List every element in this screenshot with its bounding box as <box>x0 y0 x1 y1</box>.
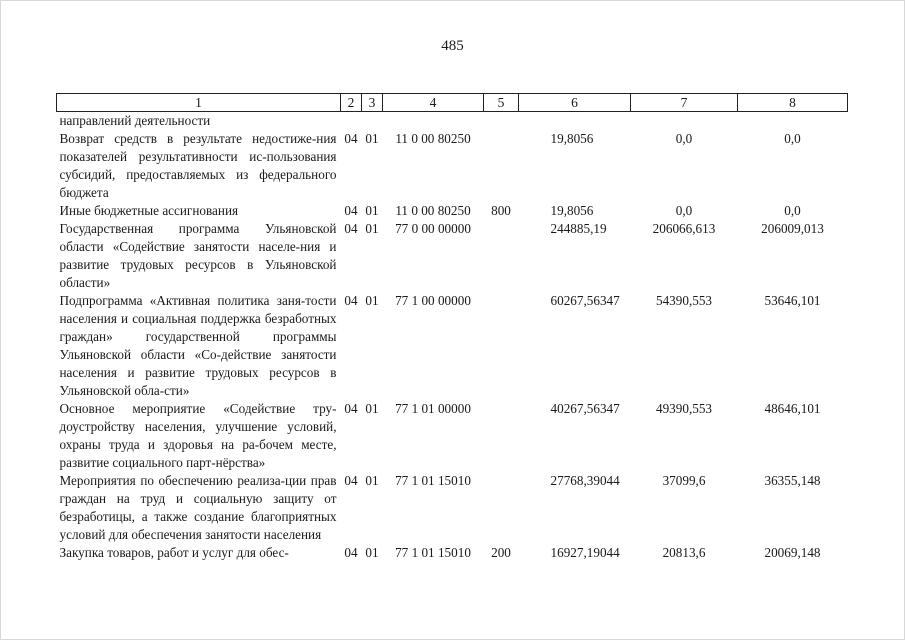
table-row <box>57 202 848 220</box>
budget-table <box>56 93 848 562</box>
row-target-code: 77 1 00 00000 <box>395 293 471 308</box>
row-name: Мероприятия по обеспечению реализа-ции прав граждан на труд и социальную защиту от безработицы, а также создание благоприятных условий для обеспечения занятости населения <box>59 473 337 542</box>
row-section: 04 <box>344 401 358 416</box>
row-section: 04 <box>344 473 358 488</box>
table-row <box>57 130 848 202</box>
row-target-code: 77 1 01 15010 <box>395 545 471 560</box>
row-amount-col8: 53646,101 <box>764 293 821 308</box>
row-section: 04 <box>344 221 358 236</box>
row-section: 04 <box>344 131 358 146</box>
table-row <box>57 112 848 131</box>
row-target-code <box>383 112 484 131</box>
row-amount-col8: 206009,013 <box>761 221 824 236</box>
table-row <box>57 400 848 472</box>
header-col-6: 6 <box>519 94 631 112</box>
row-expense-type: 200 <box>491 545 511 560</box>
row-amount-col7: 0,0 <box>675 131 693 146</box>
row-subsection <box>362 112 383 131</box>
header-col-7: 7 <box>631 94 738 112</box>
row-amount-col8 <box>738 112 848 131</box>
row-amount-col8: 36355,148 <box>764 473 821 488</box>
row-amount-col6: 19,8056 <box>550 203 594 218</box>
row-amount-col6 <box>519 112 631 131</box>
row-expense-type <box>484 400 519 472</box>
row-subsection: 01 <box>365 203 379 218</box>
row-amount-col6: 27768,39044 <box>550 473 620 488</box>
table-row <box>57 220 848 292</box>
row-subsection: 01 <box>365 131 379 146</box>
row-name: Подпрограмма «Активная политика заня-тости населения и социальная поддержка безработных граждан» государственной программы Ульяновской области «Со-действие занятости населения и развитие трудовых ресурсов в Ульяновской обла-сти» <box>59 293 337 398</box>
table-row <box>57 292 848 400</box>
row-name: Иные бюджетные ассигнования <box>59 203 239 218</box>
row-amount-col7: 20813,6 <box>662 545 706 560</box>
header-col-1: 1 <box>57 94 341 112</box>
row-target-code: 77 1 01 15010 <box>395 473 471 488</box>
row-amount-col6: 244885,19 <box>550 221 607 236</box>
row-name: Закупка товаров, работ и услуг для обес- <box>59 545 289 560</box>
table-body <box>57 112 848 563</box>
header-col-8: 8 <box>738 94 848 112</box>
row-amount-col8: 0,0 <box>784 203 801 218</box>
header-col-4: 4 <box>383 94 484 112</box>
row-amount-col7 <box>631 112 738 131</box>
row-target-code: 11 0 00 80250 <box>395 203 471 218</box>
row-amount-col6: 60267,56347 <box>550 293 620 308</box>
row-subsection: 01 <box>365 221 379 236</box>
row-amount-col7: 206066,613 <box>652 221 716 236</box>
row-amount-col6: 16927,19044 <box>550 545 620 560</box>
row-amount-col7: 49390,553 <box>655 401 713 416</box>
header-row <box>57 94 848 112</box>
row-expense-type: 800 <box>491 203 511 218</box>
header-col-5: 5 <box>484 94 519 112</box>
row-name: Государственная программа Ульяновской области «Содействие занятости населе-ния и развитие трудовых ресурсов в Ульяновской области» <box>59 221 337 290</box>
table-row <box>57 544 848 562</box>
row-section: 04 <box>344 293 358 308</box>
row-expense-type <box>484 292 519 400</box>
row-name: Основное мероприятие «Содействие тру-доустройству населения, улучшение условий, охраны труда и здоровья на ра-бочем месте, развитие социального парт-нёрства» <box>59 401 337 470</box>
row-amount-col7: 54390,553 <box>655 293 713 308</box>
row-target-code: 77 1 01 00000 <box>395 401 471 416</box>
row-amount-col8: 20069,148 <box>764 545 821 560</box>
row-target-code: 11 0 00 80250 <box>395 131 471 146</box>
row-section: 04 <box>344 203 358 218</box>
row-name: направлений деятельности <box>59 113 211 128</box>
row-subsection: 01 <box>365 545 379 560</box>
row-expense-type <box>484 220 519 292</box>
row-subsection: 01 <box>365 401 379 416</box>
table-header <box>57 94 848 112</box>
row-amount-col7: 0,0 <box>675 203 693 218</box>
row-target-code: 77 0 00 00000 <box>395 221 471 236</box>
row-expense-type <box>484 472 519 544</box>
row-name: Возврат средств в результате недостиже-ния показателей результативности ис-пользования субсидий, предоставляемых из федерального бюджета <box>59 131 337 200</box>
row-section: 04 <box>344 545 358 560</box>
row-amount-col7: 37099,6 <box>662 473 706 488</box>
row-amount-col8: 0,0 <box>784 131 801 146</box>
header-col-3: 3 <box>362 94 383 112</box>
header-col-2: 2 <box>341 94 362 112</box>
row-amount-col6: 19,8056 <box>550 131 594 146</box>
page-number: 485 <box>441 38 464 54</box>
row-subsection: 01 <box>365 473 379 488</box>
row-section <box>341 112 362 131</box>
row-amount-col8: 48646,101 <box>764 401 821 416</box>
row-expense-type <box>484 130 519 202</box>
row-amount-col6: 40267,56347 <box>550 401 620 416</box>
row-expense-type <box>484 112 519 131</box>
row-subsection: 01 <box>365 293 379 308</box>
table-row <box>57 472 848 544</box>
